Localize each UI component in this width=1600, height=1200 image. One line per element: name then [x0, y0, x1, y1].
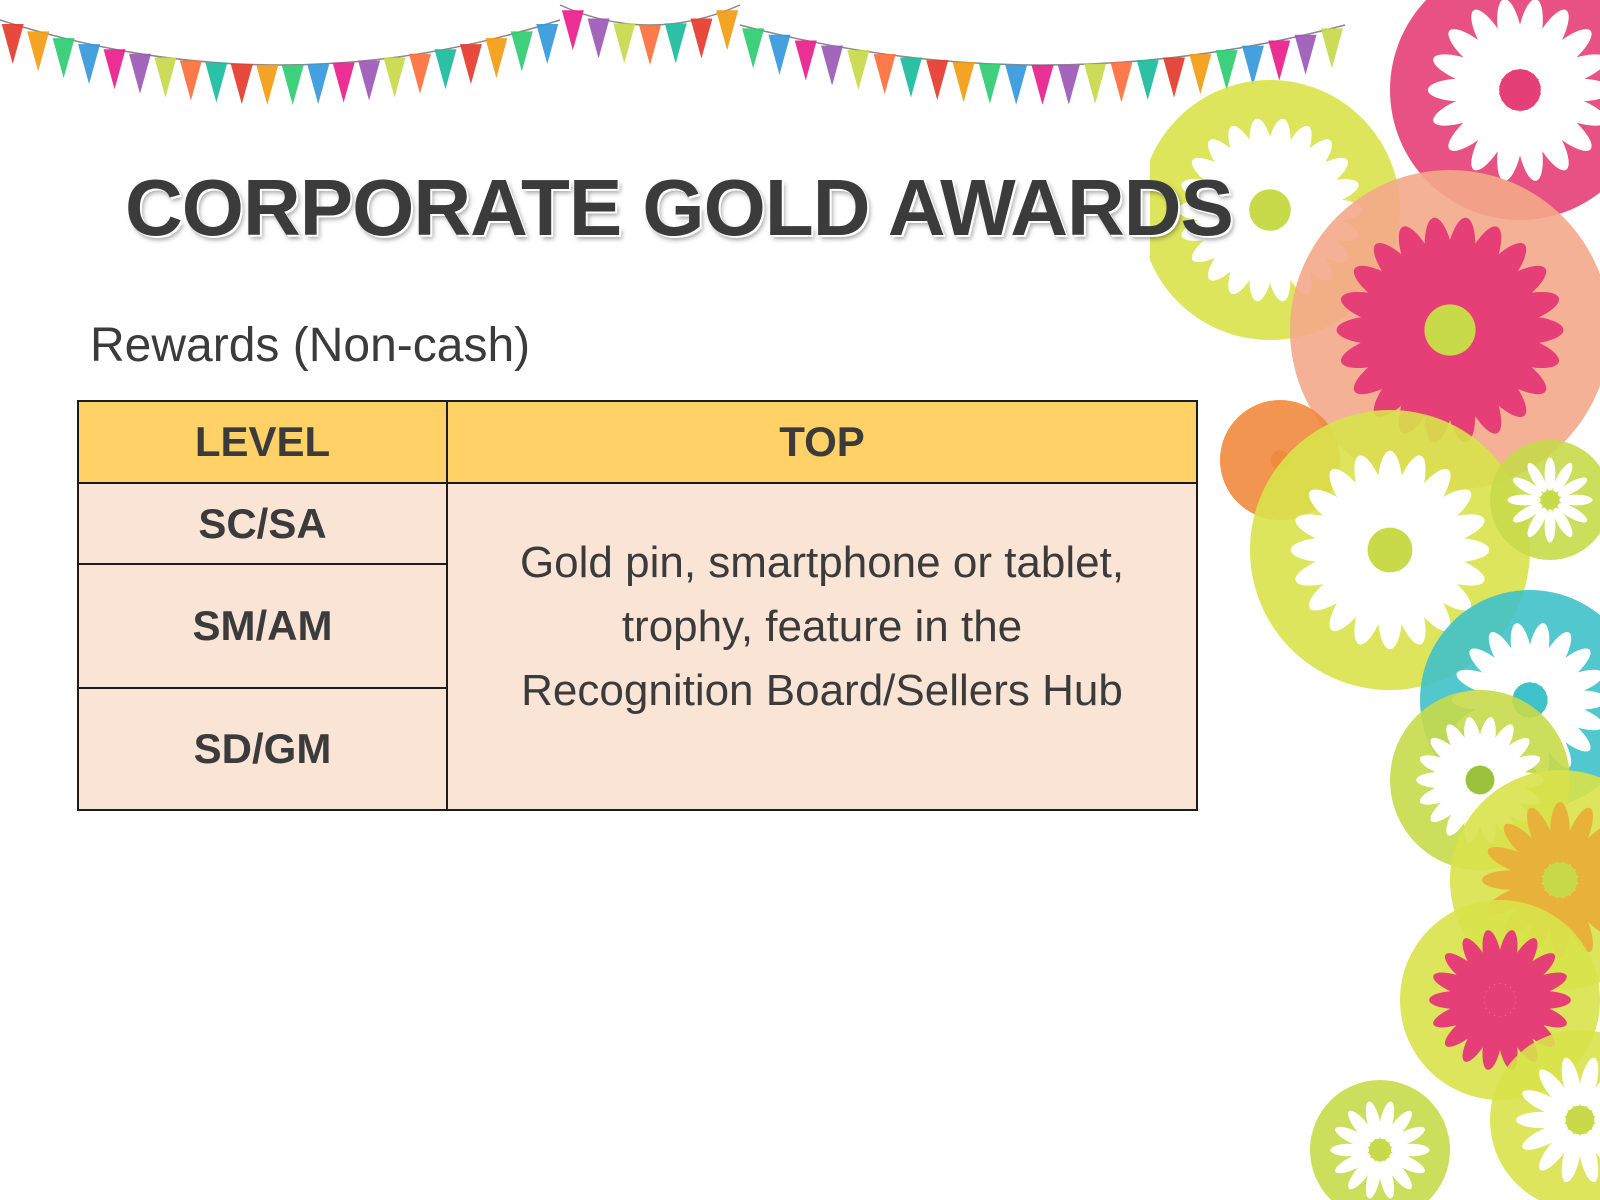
bunting-flag [307, 64, 329, 104]
bunting-flag [979, 64, 1001, 104]
slide-title: CORPORATE GOLD AWARDS [125, 163, 1233, 252]
bunting-flag [129, 54, 151, 94]
table-row [78, 483, 1197, 564]
reward-line: trophy, feature in the [621, 601, 1023, 651]
bunting-flag [716, 10, 738, 50]
bunting-flag [639, 25, 661, 65]
bunting-flag [409, 54, 431, 94]
slide-subtitle: Rewards (Non-cash) [90, 319, 531, 372]
bunting-flag [900, 57, 922, 97]
bunting-flag [953, 62, 975, 102]
bunting-flag [27, 31, 49, 71]
bunting-flag [690, 18, 712, 58]
bunting-flag [460, 44, 482, 84]
bunting-flag [485, 38, 507, 78]
bunting-flag [180, 60, 202, 100]
level-cell-sm-am: SM/AM [78, 564, 447, 688]
bunting-flag [358, 60, 380, 100]
bunting-flag [1110, 62, 1132, 102]
bunting-flag [104, 49, 126, 89]
bunting-flag [511, 31, 533, 71]
bunting-flag [2, 24, 24, 64]
bunting-flag [384, 57, 406, 97]
level-cell-sd-gm: SD/GM [78, 688, 447, 810]
flower-shape [1310, 1080, 1450, 1200]
bunting-flag [282, 65, 304, 105]
rewards-table [77, 400, 1198, 811]
header-top: TOP [447, 401, 1197, 483]
bunting-flag [742, 28, 764, 68]
bunting-flag [78, 44, 100, 84]
bunting-flag [874, 54, 896, 94]
reward-line: Gold pin, smartphone or tablet, [519, 537, 1125, 587]
bunting-flag [1058, 65, 1080, 105]
bunting-flag [434, 49, 456, 89]
bunting-flag [1005, 65, 1027, 105]
bunting-flag [588, 18, 610, 58]
header-level: LEVEL [78, 401, 447, 483]
bunting-flag [154, 57, 176, 97]
bunting-flag [205, 63, 227, 103]
bunting-flag [821, 46, 843, 86]
bunting-flag [1084, 64, 1106, 104]
bunting-flag [768, 35, 790, 75]
bunting-flag [536, 24, 558, 64]
bunting-flag [333, 63, 355, 103]
bunting-flag [926, 60, 948, 100]
bunting-flag [231, 64, 253, 104]
bunting-flag [562, 10, 584, 50]
bunting-flag [53, 38, 75, 78]
bunting-string [560, 5, 740, 25]
bunting-flag [665, 23, 687, 63]
bunting-flag [847, 50, 869, 90]
bunting-flag [613, 23, 635, 63]
table-header-row [78, 401, 1197, 483]
reward-line: Recognition Board/Sellers Hub [521, 665, 1123, 715]
level-cell-sc-sa: SC/SA [78, 483, 447, 564]
bunting-flag [256, 65, 278, 105]
reward-description-cell [447, 483, 1197, 810]
bunting-flag [795, 41, 817, 81]
bunting-flag [1032, 65, 1054, 105]
